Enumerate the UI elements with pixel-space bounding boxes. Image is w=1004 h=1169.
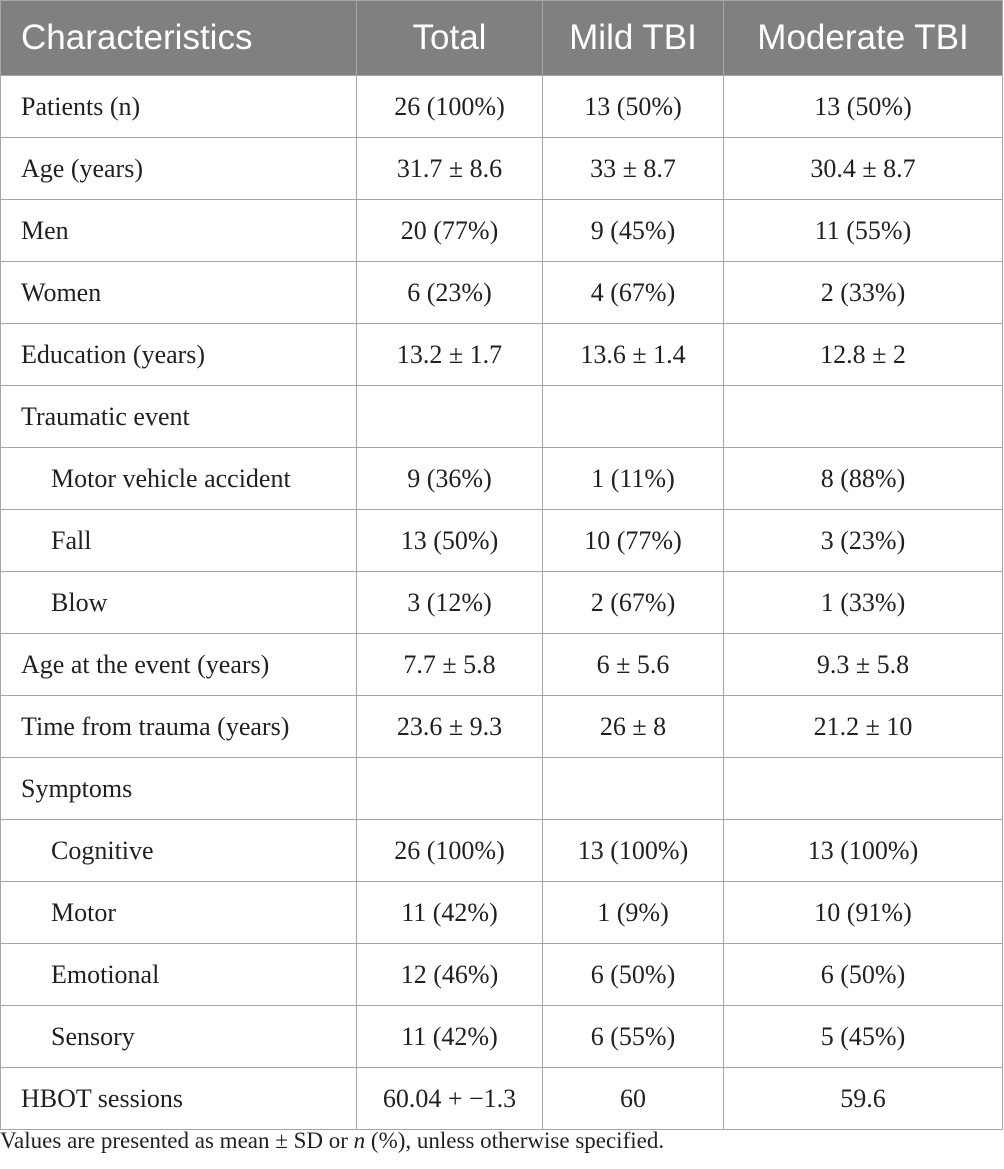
- moderate-tbi-cell: 8 (88%): [724, 448, 1003, 510]
- mild-tbi-cell: 13 (50%): [543, 76, 724, 138]
- mild-tbi-cell: 6 (50%): [543, 944, 724, 1006]
- total-cell: 26 (100%): [357, 820, 543, 882]
- moderate-tbi-cell: 3 (23%): [724, 510, 1003, 572]
- moderate-tbi-cell: 30.4 ± 8.7: [724, 138, 1003, 200]
- total-cell: 20 (77%): [357, 200, 543, 262]
- row-label: Age (years): [1, 138, 357, 200]
- mild-tbi-cell: 2 (67%): [543, 572, 724, 634]
- total-cell: [357, 386, 543, 448]
- mild-tbi-cell: 6 (55%): [543, 1006, 724, 1068]
- total-cell: 26 (100%): [357, 76, 543, 138]
- moderate-tbi-cell: 13 (100%): [724, 820, 1003, 882]
- moderate-tbi-cell: 5 (45%): [724, 1006, 1003, 1068]
- mild-tbi-cell: 26 ± 8: [543, 696, 724, 758]
- row-label: Motor: [1, 882, 357, 944]
- table-row: [1, 1006, 1003, 1068]
- total-cell: [357, 758, 543, 820]
- row-label: Women: [1, 262, 357, 324]
- total-cell: 6 (23%): [357, 262, 543, 324]
- total-cell: 7.7 ± 5.8: [357, 634, 543, 696]
- moderate-tbi-cell: 59.6: [724, 1068, 1003, 1130]
- row-label: Emotional: [1, 944, 357, 1006]
- row-label: Fall: [1, 510, 357, 572]
- table-row: [1, 138, 1003, 200]
- table-row: [1, 1068, 1003, 1130]
- mild-tbi-cell: [543, 758, 724, 820]
- table-row: [1, 696, 1003, 758]
- mild-tbi-cell: 1 (11%): [543, 448, 724, 510]
- total-cell: 23.6 ± 9.3: [357, 696, 543, 758]
- moderate-tbi-cell: 10 (91%): [724, 882, 1003, 944]
- table-row: [1, 386, 1003, 448]
- row-label: Education (years): [1, 324, 357, 386]
- table-row: [1, 510, 1003, 572]
- row-label: Patients (n): [1, 76, 357, 138]
- row-label: Time from trauma (years): [1, 696, 357, 758]
- row-label: Symptoms: [1, 758, 357, 820]
- mild-tbi-cell: 6 ± 5.6: [543, 634, 724, 696]
- footnote-italic-n: n: [353, 1128, 366, 1153]
- total-cell: 31.7 ± 8.6: [357, 138, 543, 200]
- moderate-tbi-cell: 2 (33%): [724, 262, 1003, 324]
- header-total: Total: [357, 1, 543, 76]
- table-row: [1, 634, 1003, 696]
- moderate-tbi-cell: 6 (50%): [724, 944, 1003, 1006]
- table-footnote: [0, 1128, 664, 1154]
- footnote-text-after: (%), unless otherwise specified.: [365, 1128, 665, 1153]
- total-cell: 9 (36%): [357, 448, 543, 510]
- table-row: [1, 448, 1003, 510]
- row-label: Traumatic event: [1, 386, 357, 448]
- table-header-row: [1, 1, 1003, 76]
- mild-tbi-cell: 1 (9%): [543, 882, 724, 944]
- row-label: Motor vehicle accident: [1, 448, 357, 510]
- row-label: Men: [1, 200, 357, 262]
- header-characteristics: Characteristics: [1, 1, 357, 76]
- mild-tbi-cell: 4 (67%): [543, 262, 724, 324]
- row-label: Cognitive: [1, 820, 357, 882]
- row-label: HBOT sessions: [1, 1068, 357, 1130]
- total-cell: 12 (46%): [357, 944, 543, 1006]
- footnote-text-before: Values are presented as mean ± SD or: [0, 1128, 354, 1153]
- table-row: [1, 882, 1003, 944]
- mild-tbi-cell: 9 (45%): [543, 200, 724, 262]
- moderate-tbi-cell: 1 (33%): [724, 572, 1003, 634]
- table-body: [1, 76, 1003, 1130]
- table-row: [1, 324, 1003, 386]
- moderate-tbi-cell: [724, 758, 1003, 820]
- table-row: [1, 76, 1003, 138]
- moderate-tbi-cell: 9.3 ± 5.8: [724, 634, 1003, 696]
- mild-tbi-cell: 13.6 ± 1.4: [543, 324, 724, 386]
- table-row: [1, 200, 1003, 262]
- header-mild-tbi: Mild TBI: [543, 1, 724, 76]
- mild-tbi-cell: [543, 386, 724, 448]
- table-row: [1, 820, 1003, 882]
- moderate-tbi-cell: 12.8 ± 2: [724, 324, 1003, 386]
- total-cell: 3 (12%): [357, 572, 543, 634]
- row-label: Sensory: [1, 1006, 357, 1068]
- table-row: [1, 572, 1003, 634]
- table-row: [1, 758, 1003, 820]
- header-moderate-tbi: Moderate TBI: [724, 1, 1003, 76]
- total-cell: 11 (42%): [357, 882, 543, 944]
- total-cell: 60.04 + −1.3: [357, 1068, 543, 1130]
- moderate-tbi-cell: [724, 386, 1003, 448]
- mild-tbi-cell: 10 (77%): [543, 510, 724, 572]
- table-row: [1, 262, 1003, 324]
- row-label: Blow: [1, 572, 357, 634]
- row-label: Age at the event (years): [1, 634, 357, 696]
- moderate-tbi-cell: 13 (50%): [724, 76, 1003, 138]
- mild-tbi-cell: 60: [543, 1068, 724, 1130]
- mild-tbi-cell: 13 (100%): [543, 820, 724, 882]
- total-cell: 11 (42%): [357, 1006, 543, 1068]
- moderate-tbi-cell: 11 (55%): [724, 200, 1003, 262]
- table-row: [1, 944, 1003, 1006]
- total-cell: 13 (50%): [357, 510, 543, 572]
- mild-tbi-cell: 33 ± 8.7: [543, 138, 724, 200]
- moderate-tbi-cell: 21.2 ± 10: [724, 696, 1003, 758]
- total-cell: 13.2 ± 1.7: [357, 324, 543, 386]
